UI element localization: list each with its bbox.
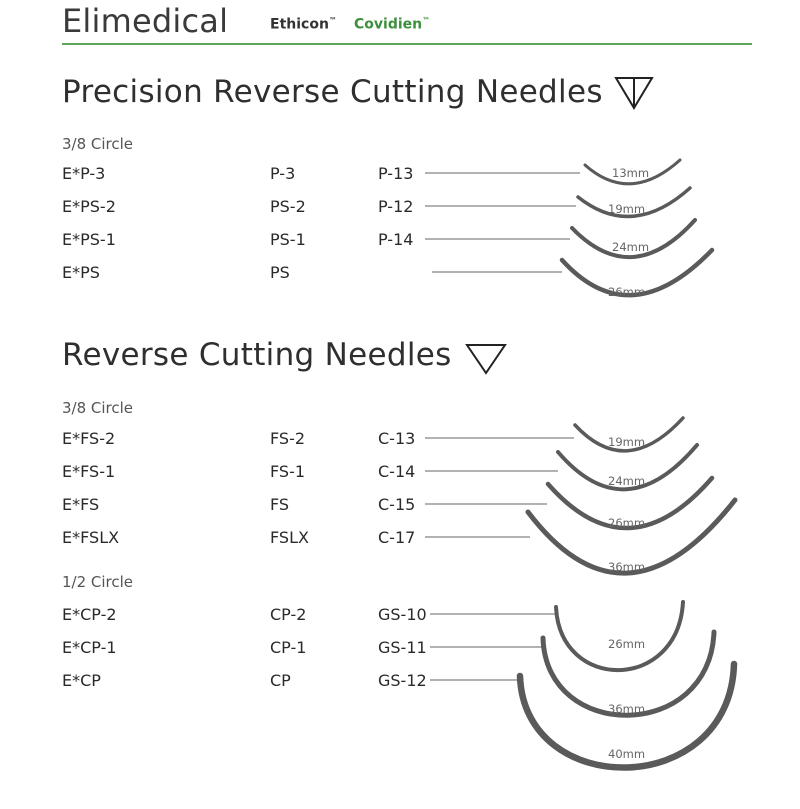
table-cell: E*PS-1 — [62, 230, 116, 249]
table-cell: C-15 — [378, 495, 416, 514]
size-label: 24mm — [612, 240, 650, 254]
size-label: 36mm — [608, 560, 646, 574]
table-cell: PS — [270, 263, 290, 282]
brand-name: Elimedical — [62, 2, 229, 40]
table-cell: E*FS — [62, 495, 100, 514]
size-label: 19mm — [608, 202, 646, 216]
reverse-leader-lines-1-2 — [430, 614, 556, 680]
reverse-cutting-icon — [467, 345, 505, 373]
table-cell: PS-1 — [270, 230, 306, 249]
size-label: 26mm — [608, 516, 646, 530]
precision-leader-lines — [425, 173, 580, 272]
reverse-title: Reverse Cutting Needles — [62, 337, 452, 373]
table-cell: C-17 — [378, 528, 416, 547]
size-label: 40mm — [608, 747, 646, 761]
reverse-circle-label-1-2: 1/2 Circle — [62, 573, 134, 591]
table-cell: E*FS-2 — [62, 429, 116, 448]
size-label: 26mm — [608, 285, 646, 299]
table-cell: P-12 — [378, 197, 414, 216]
reverse-size-labels-1-2 — [608, 637, 645, 761]
ethicon-tm: ™ — [328, 16, 337, 25]
table-cell: E*P-3 — [62, 164, 106, 183]
table-cell: P-3 — [270, 164, 296, 183]
size-label: 36mm — [608, 702, 646, 716]
size-label: 26mm — [608, 637, 646, 651]
precision-size-labels — [608, 166, 649, 299]
table-cell: P-14 — [378, 230, 414, 249]
table-cell: E*PS-2 — [62, 197, 116, 216]
table-cell: E*CP — [62, 671, 101, 690]
table-cell: PS-2 — [270, 197, 306, 216]
table-cell: FS-2 — [270, 429, 306, 448]
table-cell: CP-2 — [270, 605, 307, 624]
table-cell: FS — [270, 495, 290, 514]
size-label: 19mm — [608, 435, 646, 449]
covidien-tm: ™ — [422, 16, 431, 25]
table-cell: C-13 — [378, 429, 416, 448]
table-cell: FSLX — [270, 528, 309, 547]
precision-needle-arcs — [562, 160, 712, 295]
table-cell: E*FS-1 — [62, 462, 116, 481]
table-cell: E*CP-1 — [62, 638, 117, 657]
precision-reverse-cutting-icon — [616, 78, 652, 108]
covidien-label: Covidien — [354, 16, 423, 33]
size-label: 24mm — [608, 474, 646, 488]
table-cell: GS-12 — [378, 671, 427, 690]
table-cell: E*FSLX — [62, 528, 120, 547]
reverse-circle-label-3-8: 3/8 Circle — [62, 399, 134, 417]
reverse-size-labels-3-8 — [608, 435, 645, 574]
size-label: 13mm — [612, 166, 650, 180]
precision-circle-label: 3/8 Circle — [62, 135, 134, 153]
table-cell: CP-1 — [270, 638, 307, 657]
table-cell: E*CP-2 — [62, 605, 117, 624]
table-cell: GS-10 — [378, 605, 427, 624]
precision-title: Precision Reverse Cutting Needles — [62, 74, 603, 110]
reverse-needle-arcs-1-2 — [520, 602, 734, 768]
table-cell: FS-1 — [270, 462, 306, 481]
table-cell: GS-11 — [378, 638, 427, 657]
table-cell: C-14 — [378, 462, 416, 481]
ethicon-label: Ethicon — [270, 16, 329, 33]
table-cell: E*PS — [62, 263, 100, 282]
table-cell: P-13 — [378, 164, 414, 183]
table-cell: CP — [270, 671, 291, 690]
